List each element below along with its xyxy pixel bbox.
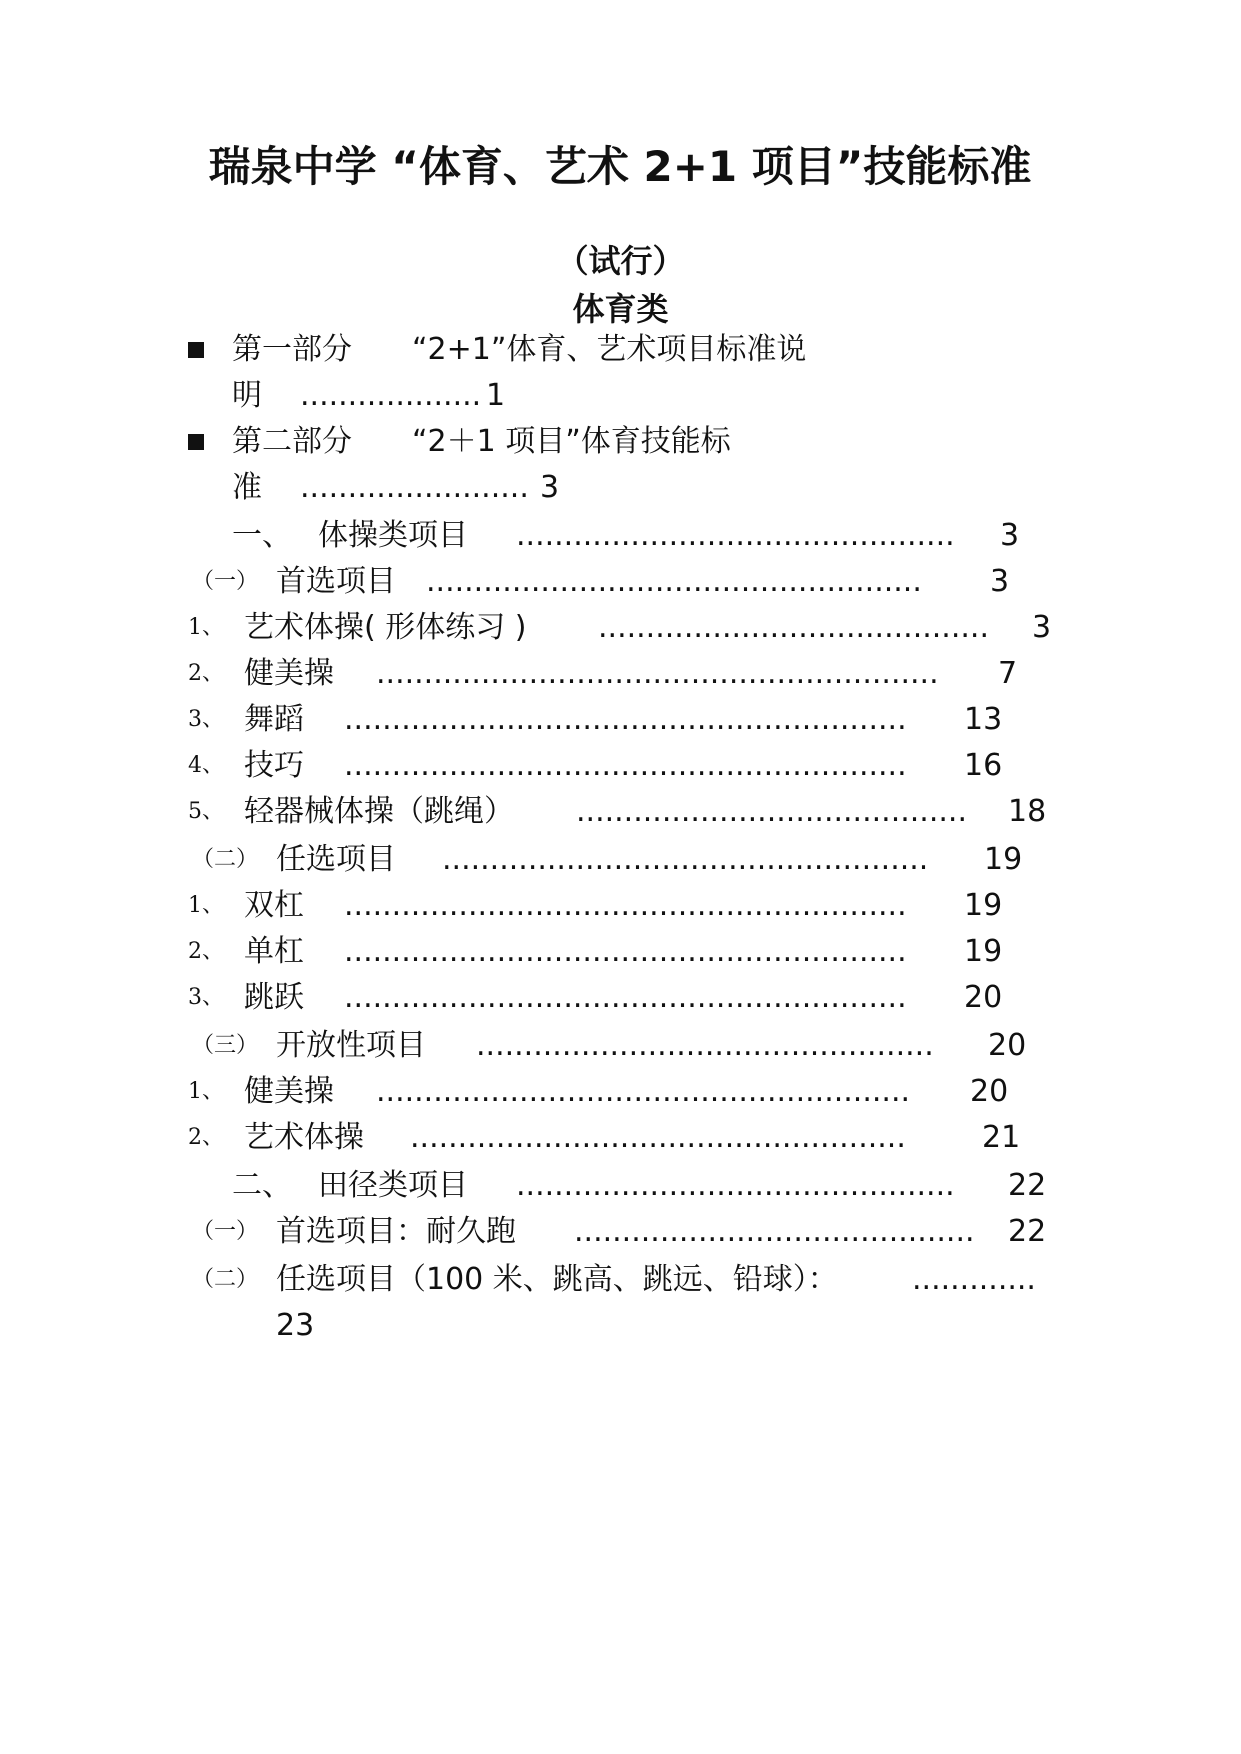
toc-item-page[interactable]: 7 <box>998 656 1018 691</box>
toc-item-page[interactable]: 16 <box>964 748 1003 783</box>
toc-sub1-page[interactable]: 3 <box>990 564 1010 599</box>
toc-part1-label: 第一部分 <box>232 332 352 367</box>
toc-item-number: 3、 <box>188 707 224 732</box>
toc-item-page[interactable]: 13 <box>964 702 1003 737</box>
toc-item-leader: ........................................................... <box>344 888 907 923</box>
toc-sub2-title: 任选项目 <box>276 842 396 877</box>
toc-item-page[interactable]: 21 <box>982 1120 1021 1155</box>
toc-sec1-marker: 一、 <box>232 518 292 553</box>
toc-item-leader: ......................................... <box>598 610 989 645</box>
toc-item-title: 舞蹈 <box>244 702 304 737</box>
document-title: 瑞泉中学 “体育、艺术 2+1 项目”技能标准 <box>208 142 1032 191</box>
toc-sec2-title: 田径类项目 <box>318 1168 468 1203</box>
toc-sec1-title: 体操类项目 <box>318 518 468 553</box>
toc-item-leader: ........................................................... <box>344 702 907 737</box>
subtitle-trial: （试行） <box>556 242 685 280</box>
toc-item-title: 轻器械体操（跳绳） <box>244 794 514 829</box>
toc-part2-label: 第二部分 <box>232 424 352 459</box>
toc-part1-title: “2+1”体育、艺术项目标准说 <box>412 332 807 367</box>
toc-sub1-leader: .................................................... <box>426 564 922 599</box>
toc-sub3-leader: ................................................ <box>476 1028 934 1063</box>
toc-sub5-page[interactable]: 23 <box>276 1308 315 1343</box>
toc-item-number: 2、 <box>188 1125 224 1150</box>
toc-item-page[interactable]: 20 <box>970 1074 1009 1109</box>
toc-sec2-leader: .............................................. <box>516 1168 955 1203</box>
toc-item-title: 单杠 <box>244 934 304 969</box>
toc-item-page[interactable]: 19 <box>964 888 1003 923</box>
toc-sec1-leader: .............................................. <box>516 518 955 553</box>
toc-item-leader: ........................................................... <box>344 980 907 1015</box>
toc-sec2-page[interactable]: 22 <box>1008 1168 1047 1203</box>
toc-item-number: 1、 <box>188 1079 224 1104</box>
toc-sub5-leader: ............. <box>912 1262 1036 1297</box>
toc-part2-page[interactable]: 3 <box>540 470 560 505</box>
toc-sec1-page[interactable]: 3 <box>1000 518 1020 553</box>
toc-item-number: 2、 <box>188 661 224 686</box>
toc-item-leader: .................................................... <box>410 1120 906 1155</box>
toc-item-leader: ......................................... <box>576 794 967 829</box>
toc-item-number: 2、 <box>188 939 224 964</box>
toc-item-number: 5、 <box>188 799 224 824</box>
toc-item-leader: ........................................................... <box>344 748 907 783</box>
toc-sub1-title: 首选项目 <box>276 564 396 599</box>
toc-part2-leader: ........................ <box>300 470 529 505</box>
toc-sub5-title: 任选项目（100 米、跳高、跳远、铅球）： <box>276 1262 838 1297</box>
toc-item-title: 跳跃 <box>244 980 304 1015</box>
toc-sub4-page[interactable]: 22 <box>1008 1214 1047 1249</box>
toc-item-leader: ........................................................ <box>376 1074 911 1109</box>
toc-part2-title-cont: 准 <box>232 470 262 505</box>
toc-part1-leader: ................... <box>300 378 482 413</box>
toc-sub1-marker: （一） <box>192 569 259 594</box>
toc-item-title: 技巧 <box>244 748 304 783</box>
toc-item-number: 1、 <box>188 615 224 640</box>
toc-sub4-marker: （一） <box>192 1219 259 1244</box>
toc-item-page[interactable]: 3 <box>1032 610 1052 645</box>
square-bullet-icon <box>188 434 204 450</box>
toc-item-title: 艺术体操( 形体练习 ) <box>244 610 527 645</box>
toc-part1-title-cont: 明 <box>232 378 262 413</box>
toc-sub3-page[interactable]: 20 <box>988 1028 1027 1063</box>
square-bullet-icon <box>188 342 204 358</box>
toc-item-page[interactable]: 19 <box>964 934 1003 969</box>
toc-item-title: 健美操 <box>244 1074 334 1109</box>
toc-item-title: 双杠 <box>244 888 304 923</box>
toc-sub2-page[interactable]: 19 <box>984 842 1023 877</box>
toc-item-page[interactable]: 18 <box>1008 794 1047 829</box>
toc-item-number: 4、 <box>188 753 224 778</box>
toc-sub3-marker: （三） <box>192 1033 259 1058</box>
toc-sub2-marker: （二） <box>192 847 259 872</box>
toc-sub3-title: 开放性项目 <box>276 1028 426 1063</box>
toc-item-number: 3、 <box>188 985 224 1010</box>
toc-item-title: 健美操 <box>244 656 334 691</box>
toc-sub4-title: 首选项目：耐久跑 <box>276 1214 516 1249</box>
toc-sec2-marker: 二、 <box>232 1168 292 1203</box>
toc-sub4-leader: .......................................... <box>574 1214 975 1249</box>
toc-part2-title: “2＋1 项目”体育技能标 <box>412 424 731 459</box>
toc-item-title: 艺术体操 <box>244 1120 364 1155</box>
toc-sub5-marker: （二） <box>192 1267 259 1292</box>
toc-part1-page[interactable]: 1 <box>486 378 506 413</box>
toc-item-page[interactable]: 20 <box>964 980 1003 1015</box>
toc-item-leader: ........................................................... <box>344 934 907 969</box>
toc-sub2-leader: ................................................... <box>442 842 929 877</box>
subtitle-category: 体育类 <box>572 290 669 328</box>
toc-item-number: 1、 <box>188 893 224 918</box>
toc-item-leader: ........................................................... <box>376 656 939 691</box>
